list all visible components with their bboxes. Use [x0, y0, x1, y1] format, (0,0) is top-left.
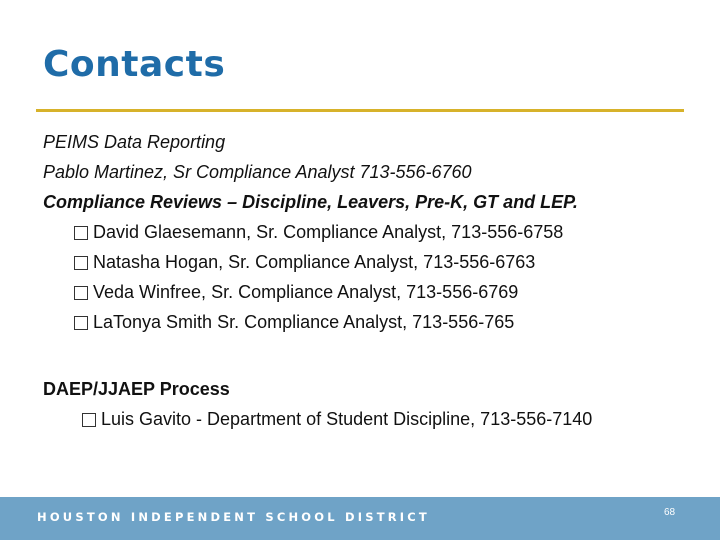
title-divider: [36, 109, 684, 112]
district-name: HOUSTON INDEPENDENT SCHOOL DISTRICT: [37, 510, 430, 524]
contact-text: Natasha Hogan, Sr. Compliance Analyst, 713-556-6763: [93, 252, 536, 272]
list-item: [74, 222, 563, 243]
daep-heading: DAEP/JJAEP Process: [43, 379, 230, 399]
checkbox-bullet-icon: [74, 286, 88, 300]
checkbox-bullet-icon: [74, 226, 88, 240]
peims-contact: Pablo Martinez, Sr Compliance Analyst 713-556-6760: [43, 162, 472, 182]
contact-text: Luis Gavito - Department of Student Discipline, 713-556-7140: [101, 409, 593, 429]
list-item: [74, 282, 518, 303]
page-title: Contacts: [43, 44, 226, 85]
checkbox-bullet-icon: [82, 413, 96, 427]
contact-text: David Glaesemann, Sr. Compliance Analyst, 713-556-6758: [93, 222, 564, 242]
list-item: [82, 409, 592, 430]
list-item: [74, 252, 535, 273]
compliance-heading: Compliance Reviews – Discipline, Leavers, Pre-K, GT and LEP.: [43, 192, 578, 212]
contact-text: LaTonya Smith Sr. Compliance Analyst, 713-556-765: [93, 312, 515, 332]
checkbox-bullet-icon: [74, 256, 88, 270]
checkbox-bullet-icon: [74, 316, 88, 330]
peims-heading: PEIMS Data Reporting: [43, 132, 226, 152]
footer-bar: [0, 497, 720, 540]
page-number: 68: [664, 507, 676, 518]
contact-text: Veda Winfree, Sr. Compliance Analyst, 713-556-6769: [93, 282, 519, 302]
list-item: [74, 312, 514, 333]
